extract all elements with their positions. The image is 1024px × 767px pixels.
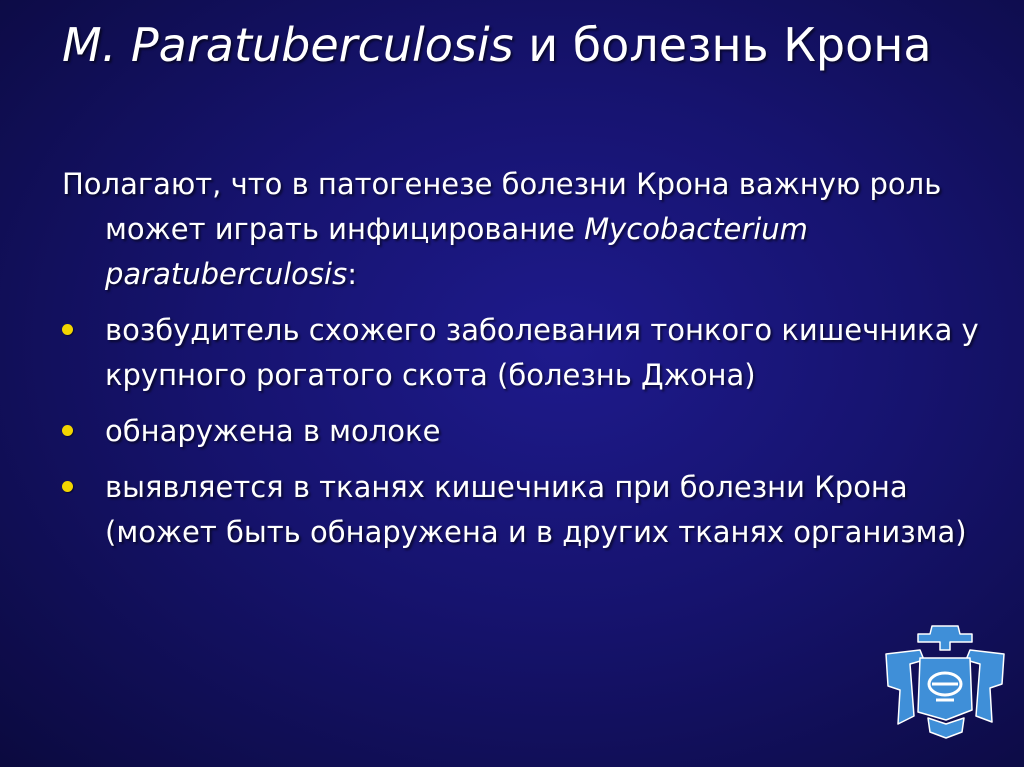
intro-text-after: : xyxy=(347,257,357,291)
bullet-item xyxy=(62,465,1007,555)
institution-emblem-icon xyxy=(880,620,1010,740)
bullet-dot-icon xyxy=(62,481,73,492)
slide-body xyxy=(62,162,1007,566)
bullet-text: возбудитель схожего заболевания тонкого кишечника у крупного рогатого скота (болезнь Джона) xyxy=(105,313,979,392)
bullet-item xyxy=(62,308,1007,398)
bullet-dot-icon xyxy=(62,425,73,436)
intro-italic-part: Mycobacterium paratuberculosis xyxy=(105,212,808,291)
slide-title xyxy=(62,14,962,76)
bullet-list xyxy=(62,308,1007,555)
bullet-item xyxy=(62,409,1007,454)
bullet-dot-icon xyxy=(62,324,73,335)
intro-text-before: Полагают, что в патогенезе болезни Крона важную роль может играть инфицирование xyxy=(62,167,942,246)
bullet-text: выявляется в тканях кишечника при болезни Крона (может быть обнаружена и в других тканях организма) xyxy=(105,470,967,549)
bullet-text: обнаружена в молоке xyxy=(105,414,441,448)
intro-paragraph xyxy=(62,162,1007,297)
title-rest: и болезнь Крона xyxy=(513,18,932,72)
title-italic-part: M. Paratuberculosis xyxy=(62,18,514,72)
